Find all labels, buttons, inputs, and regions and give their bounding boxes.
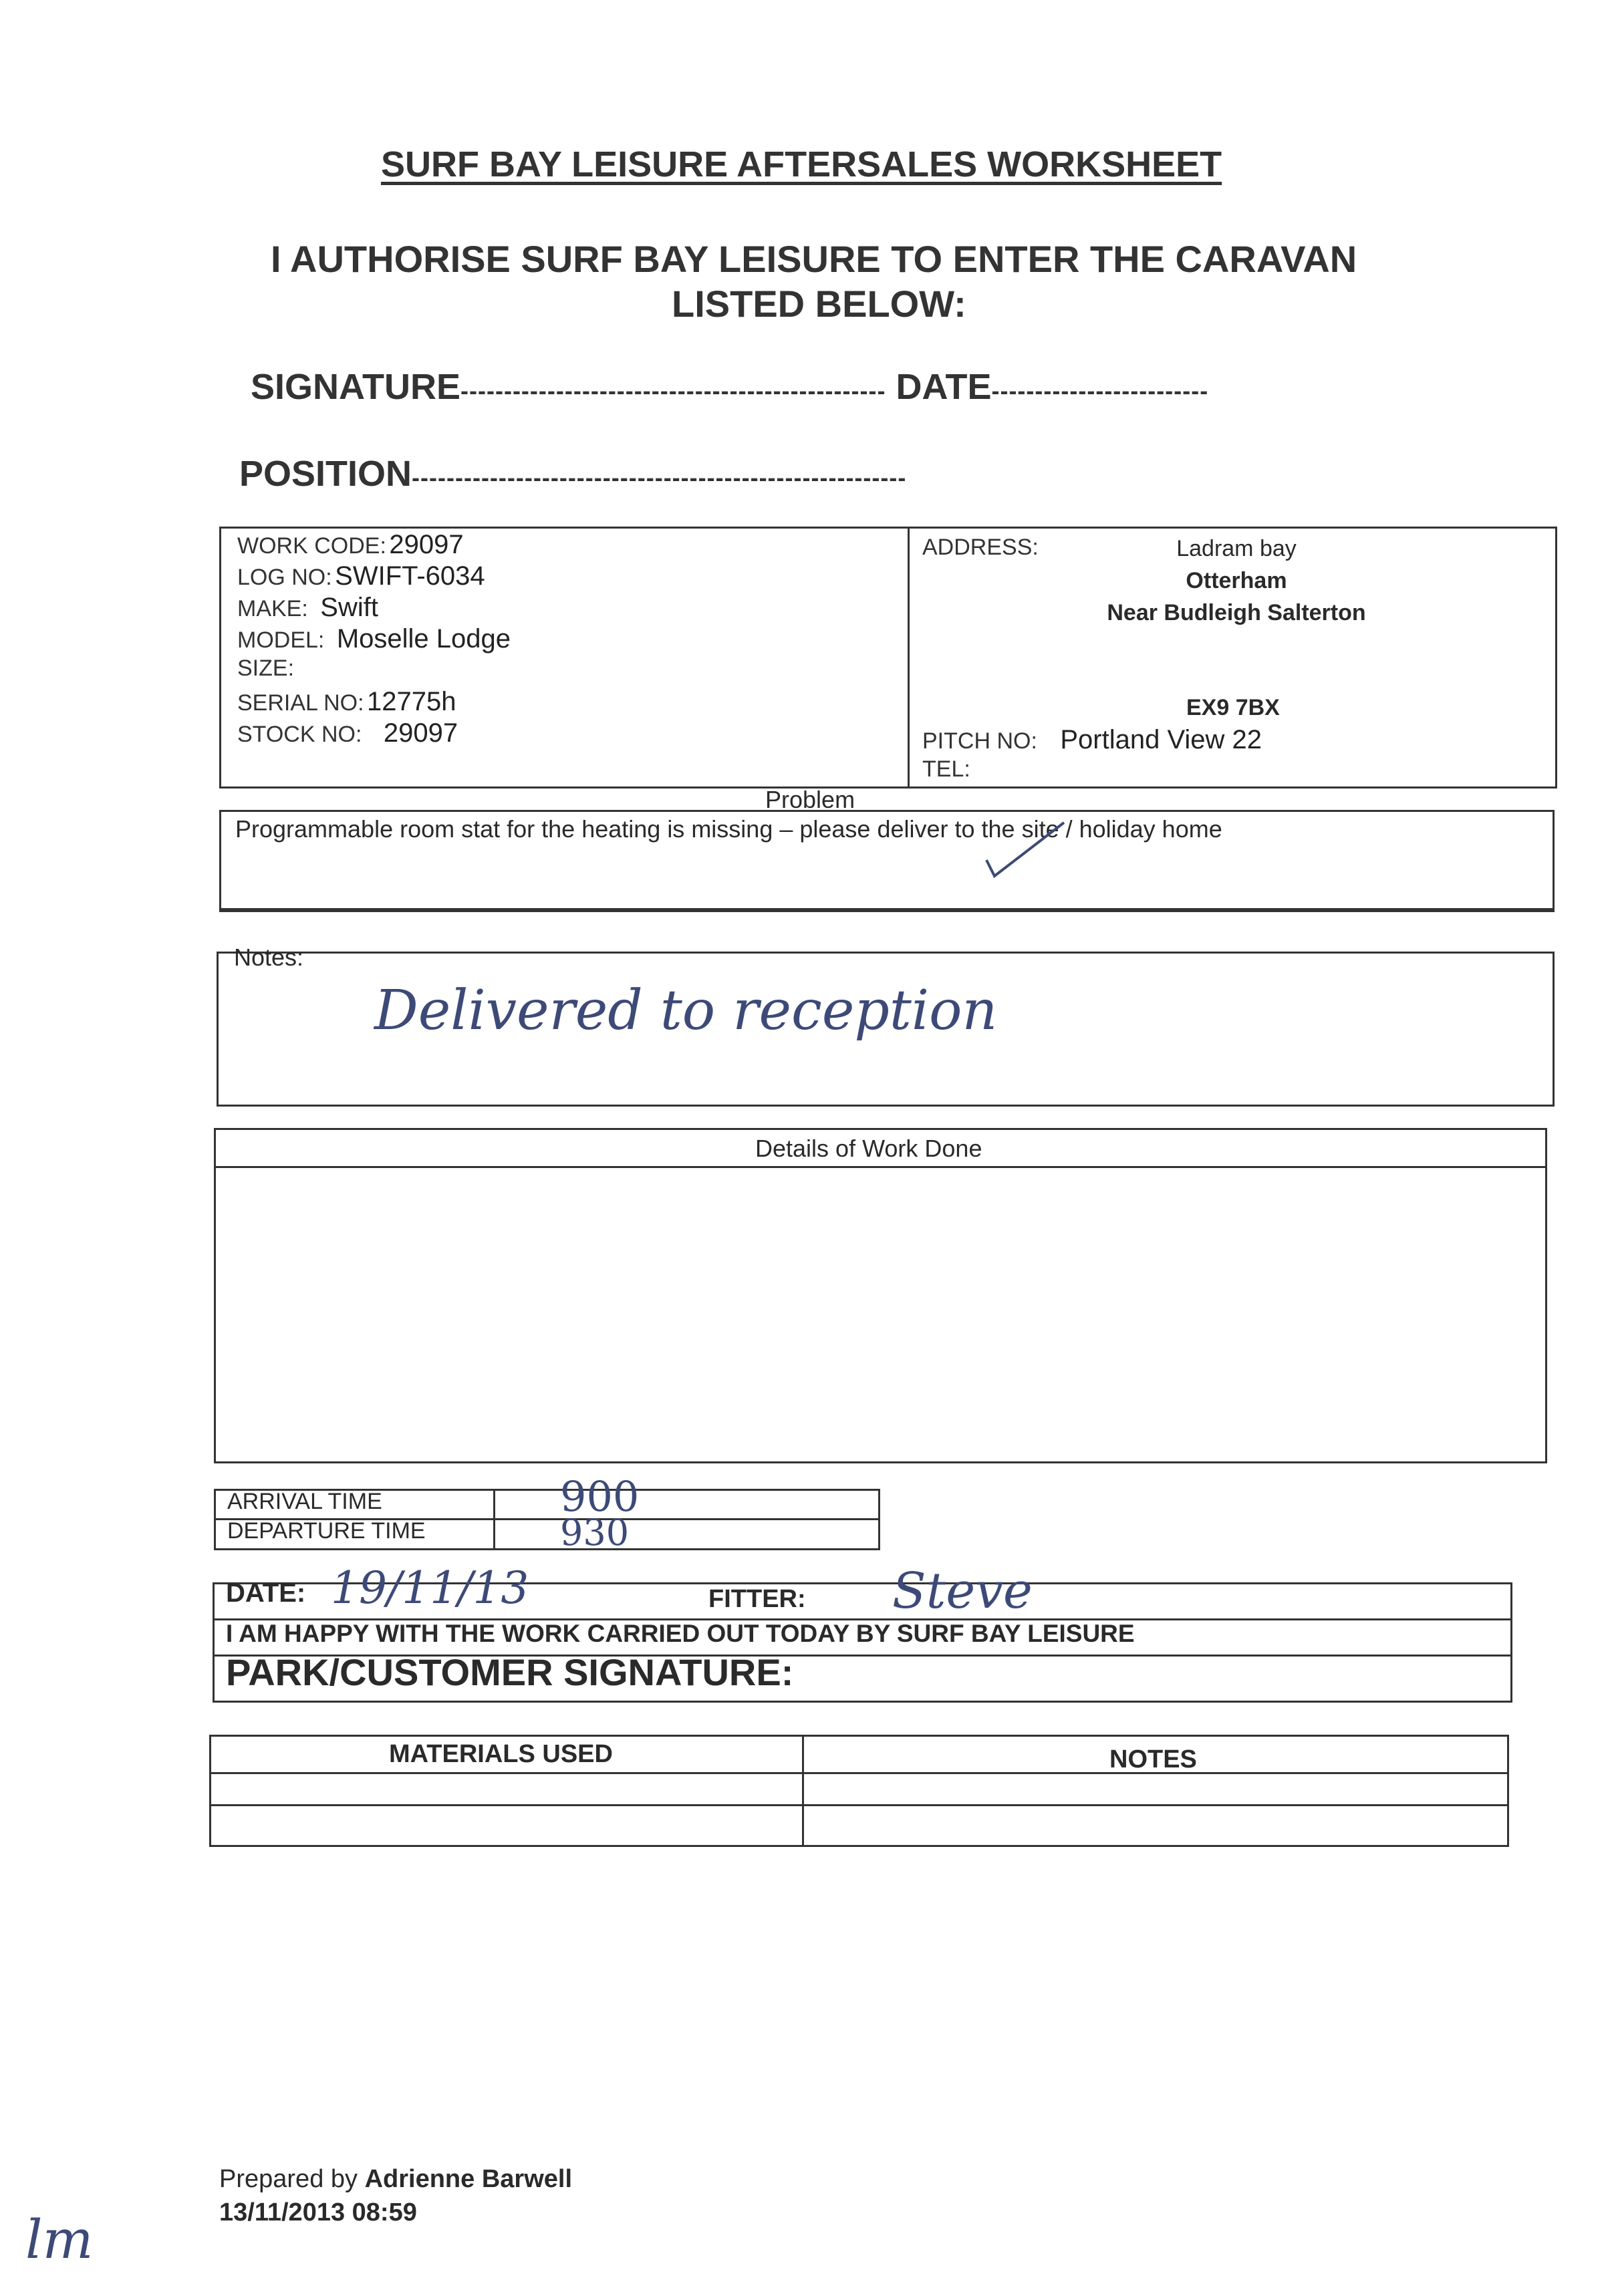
signature-dashes: ------------------------------------------------- xyxy=(460,377,886,404)
departure-time-value: 930 xyxy=(560,1512,630,1554)
serial-no-value: 12775h xyxy=(367,687,456,716)
pitch-no-value: Portland View 22 xyxy=(1060,725,1262,754)
address-lines xyxy=(1029,536,1444,632)
work-done-box xyxy=(214,1128,1547,1463)
margin-initials: lm xyxy=(25,2208,94,2271)
materials-column-divider xyxy=(802,1735,804,1847)
tel-label: TEL: xyxy=(922,756,970,782)
stock-no-label: STOCK NO: xyxy=(237,722,362,747)
log-no-value: SWIFT-6034 xyxy=(335,561,485,591)
model-row xyxy=(237,624,511,656)
materials-row-divider-1 xyxy=(209,1772,1509,1774)
work-code-value: 29097 xyxy=(389,530,464,559)
customer-signature-label: PARK/CUSTOMER SIGNATURE: xyxy=(226,1651,794,1693)
address-line-3: Near Budleigh Salterton xyxy=(1107,600,1366,625)
stock-no-row xyxy=(237,718,511,750)
prepared-timestamp: 13/11/2013 08:59 xyxy=(219,2198,417,2227)
work-code-row xyxy=(237,530,511,561)
problem-text: Programmable room stat for the heating is missing – please deliver to the site / holiday home xyxy=(235,815,1222,843)
work-code-label: WORK CODE: xyxy=(237,533,386,559)
prepared-by xyxy=(219,2165,572,2194)
make-label: MAKE: xyxy=(237,596,308,621)
model-label: MODEL: xyxy=(237,627,325,653)
address-label: ADDRESS: xyxy=(922,535,1039,560)
address-line-1: Ladram bay xyxy=(1176,536,1297,561)
signature-line xyxy=(251,366,1208,408)
fitter-label: FITTER: xyxy=(708,1585,806,1613)
notes-handwriting: Delivered to reception xyxy=(374,979,998,1042)
materials-row-divider-2 xyxy=(209,1804,1509,1806)
serial-no-row xyxy=(237,687,511,718)
signoff-date-label: DATE: xyxy=(226,1578,306,1608)
happy-statement: I AM HAPPY WITH THE WORK CARRIED OUT TODAY BY SURF BAY LEISURE xyxy=(226,1620,1135,1647)
size-label: SIZE: xyxy=(237,656,295,681)
authorise-line-2: LISTED BELOW: xyxy=(672,283,966,325)
caravan-details xyxy=(237,530,511,750)
materials-used-heading: MATERIALS USED xyxy=(389,1740,613,1768)
page-title: SURF BAY LEISURE AFTERSALES WORKSHEET xyxy=(381,144,1222,184)
size-row xyxy=(237,656,511,687)
address-line-2: Otterham xyxy=(1186,568,1287,593)
arrival-time-label: ARRIVAL TIME xyxy=(227,1489,382,1514)
fitter-value: Steve xyxy=(892,1562,1033,1620)
serial-no-label: SERIAL NO: xyxy=(237,690,364,716)
materials-notes-heading: NOTES xyxy=(1109,1745,1197,1773)
position-line xyxy=(239,453,906,494)
position-dashes: --------------------------------------------------------- xyxy=(412,464,907,491)
position-label: POSITION xyxy=(239,454,412,494)
make-value: Swift xyxy=(320,593,378,622)
prepared-by-label: Prepared by xyxy=(219,2165,358,2193)
checkmark-icon xyxy=(982,819,1069,879)
prepared-by-name: Adrienne Barwell xyxy=(364,2165,572,2193)
arrival-time-value: 900 xyxy=(560,1472,640,1521)
caravan-address-divider xyxy=(908,527,910,788)
work-done-heading: Details of Work Done xyxy=(755,1135,982,1162)
make-row xyxy=(237,593,511,624)
pitch-no-label: PITCH NO: xyxy=(922,728,1037,754)
departure-time-label: DEPARTURE TIME xyxy=(227,1518,426,1544)
notes-label: Notes: xyxy=(234,944,304,971)
signoff-date-value: 19/11/13 xyxy=(331,1562,529,1614)
date-label: DATE xyxy=(896,367,992,407)
date-dashes: ------------------------- xyxy=(991,377,1209,404)
log-no-row xyxy=(237,561,511,593)
pitch-no-row xyxy=(922,725,1262,755)
model-value: Moselle Lodge xyxy=(336,624,511,654)
problem-heading: Problem xyxy=(765,786,855,813)
log-no-label: LOG NO: xyxy=(237,565,332,590)
problem-divider xyxy=(219,910,1555,912)
work-done-heading-divider xyxy=(214,1166,1547,1168)
signature-label: SIGNATURE xyxy=(251,367,461,407)
address-postcode: EX9 7BX xyxy=(1186,695,1280,720)
stock-no-value: 29097 xyxy=(383,718,458,748)
authorise-line-1: I AUTHORISE SURF BAY LEISURE TO ENTER THE CARAVAN xyxy=(271,238,1357,280)
